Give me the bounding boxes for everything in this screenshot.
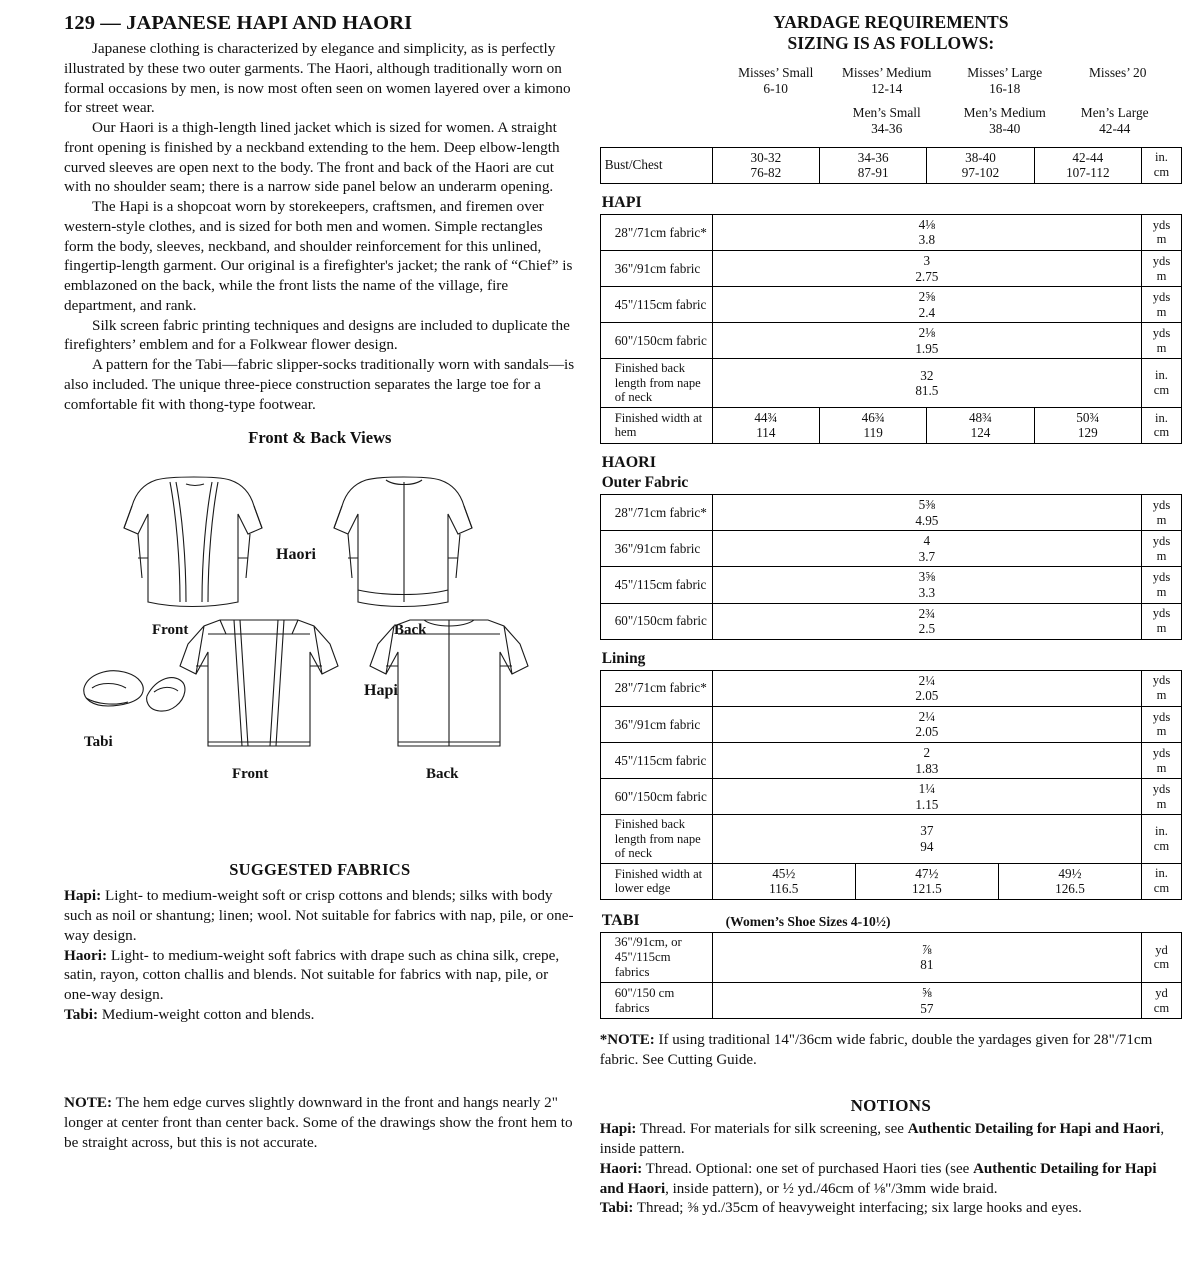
haori-outer-row-1-units: yds m: [1142, 531, 1182, 567]
size-misses-large: Misses’ Large 16-18: [967, 64, 1043, 97]
table-row: [600, 815, 1181, 863]
hapi-row-2-label: 45"/115cm fabric: [600, 287, 712, 323]
hapi-finished-width-label: Finished width at hem: [600, 407, 712, 443]
haori-front-illustration: [114, 462, 274, 622]
hem-note: [64, 1093, 576, 1153]
hapi-row-3-units: yds m: [1142, 323, 1182, 359]
hapi-row-0-units: yds m: [1142, 214, 1182, 250]
table-row: [600, 742, 1181, 778]
haori-outer-row-1-value: 4 3.7: [712, 531, 1141, 567]
table-row: [600, 251, 1181, 287]
hapi-row-2-units: yds m: [1142, 287, 1182, 323]
table-row: [600, 147, 1181, 183]
bust-chest-label: Bust/Chest: [600, 147, 712, 183]
haori-lining-row-3-label: 60"/150cm fabric: [600, 779, 712, 815]
haori-lining-row-3-value: 1¼ 1.15: [712, 779, 1141, 815]
haori-outer-fabric-heading: Outer Fabric: [601, 474, 689, 492]
size-misses-20: Misses’ 20: [1088, 64, 1147, 80]
hapi-finished-back-units: in. cm: [1142, 359, 1182, 407]
notions-hapi-text: Thread. For materials for silk screening, see: [636, 1121, 908, 1138]
caption-tabi: Tabi: [84, 734, 113, 751]
hapi-finished-width-cell-4: 50¾ 129: [1034, 407, 1141, 443]
haori-lining-row-3-units: yds m: [1142, 779, 1182, 815]
table-row: [600, 706, 1181, 742]
table-row: [600, 779, 1181, 815]
haori-lining-row-1-units: yds m: [1142, 706, 1182, 742]
haori-finished-width-cell-3: 49½ 126.5: [998, 863, 1141, 899]
haori-lining-row-0-units: yds m: [1142, 670, 1182, 706]
haori-lining-row-1-label: 36"/91cm fabric: [600, 706, 712, 742]
fabric-tabi-text: Medium-weight cotton and blends.: [98, 1005, 315, 1023]
haori-outer-row-2-value: 3⅝ 3.3: [712, 567, 1141, 603]
size-mens-medium: Men’s Medium 38-40: [963, 104, 1046, 137]
notions-hapi-label: Hapi:: [599, 1121, 637, 1138]
notions-tabi: [600, 1199, 1182, 1219]
tabi-row-1-label: 60"/150 cm fabrics: [600, 983, 712, 1019]
tabi-row-0-value: ⅞ 81: [712, 932, 1141, 982]
tabi-row-1-units: yd cm: [1142, 983, 1182, 1019]
yardage-heading-line2: SIZING IS AS FOLLOWS:: [787, 33, 995, 54]
fabric-width-note-text: If using traditional 14"/36cm wide fabric, double the yardages given for 28"/71cm fabric. See Cutting Guide.: [599, 1032, 1153, 1068]
haori-finished-width-units: in. cm: [1142, 863, 1182, 899]
notions-haori-tail: , inside pattern), or ½ yd./46cm of ⅛"/3mm wide braid.: [665, 1180, 998, 1197]
hapi-row-1-units: yds m: [1142, 251, 1182, 287]
haori-outer-row-1-label: 36"/91cm fabric: [600, 531, 712, 567]
bust-chest-table: [600, 147, 1182, 184]
bust-chest-cell-4: 42-44 107-112: [1034, 147, 1141, 183]
fabric-haori-text: Light- to medium-weight soft fabrics with drape such as china silk, crepe, satin, rayon, cotton challis and blends. Not suitable for fabrics with nap, pile, or one-way design.: [64, 946, 560, 1003]
bust-chest-units: in. cm: [1142, 147, 1182, 183]
haori-finished-width-cell-1: 45½ 116.5: [712, 863, 855, 899]
notions-haori-text: Thread. Optional: one set of purchased Haori ties (see: [642, 1160, 974, 1177]
haori-outer-row-0-units: yds m: [1142, 495, 1182, 531]
caption-haori-back: Back: [394, 622, 427, 639]
notions-tabi-label: Tabi:: [599, 1200, 634, 1217]
table-row: [600, 495, 1181, 531]
hapi-row-0-label: 28"/71cm fabric*: [600, 214, 712, 250]
haori-outer-row-2-units: yds m: [1142, 567, 1182, 603]
tabi-row-0-units: yd cm: [1142, 932, 1182, 982]
page-title: 129 — JAPANESE HAPI AND HAORI: [64, 12, 413, 34]
hapi-row-1-value: 3 2.75: [712, 251, 1141, 287]
haori-outer-row-3-label: 60"/150cm fabric: [600, 603, 712, 639]
haori-lining-row-0-label: 28"/71cm fabric*: [600, 670, 712, 706]
size-mens-large: Men’s Large 42-44: [1080, 104, 1149, 137]
hapi-finished-back-label: Finished back length from nape of neck: [600, 359, 712, 407]
size-misses-medium: Misses’ Medium 12-14: [842, 64, 932, 97]
haori-finished-back-value: 37 94: [712, 815, 1141, 863]
hapi-row-3-label: 60"/150cm fabric: [600, 323, 712, 359]
haori-lining-row-1-value: 2¼ 2.05: [712, 706, 1141, 742]
haori-finished-back-units: in. cm: [1142, 815, 1182, 863]
hapi-yardage-table: [600, 214, 1182, 408]
fabric-haori-label: Haori:: [64, 946, 108, 964]
haori-finished-back-label: Finished back length from nape of neck: [600, 815, 712, 863]
table-row: [600, 567, 1181, 603]
hapi-row-0-value: 4⅛ 3.8: [712, 214, 1141, 250]
table-row: [600, 214, 1181, 250]
fabric-tabi: [64, 1005, 576, 1025]
haori-outer-table: [600, 494, 1182, 640]
garment-illustrations: [64, 454, 576, 854]
tabi-section-heading-row: [602, 912, 1182, 930]
hem-note-text: The hem edge curves slightly downward in the front and hangs nearly 2" longer at center front than center back. Some of the drawings show the front hem to be straight across, but this is not accurate.: [64, 1093, 573, 1151]
hapi-front-illustration: [174, 604, 344, 764]
haori-section-heading: HAORI: [601, 454, 656, 472]
yardage-heading: [600, 12, 1182, 55]
haori-lining-heading: Lining: [601, 649, 646, 667]
haori-finished-width-table: [600, 863, 1182, 900]
tabi-row-0-label: 36"/91cm, or 45"/115cm fabrics: [600, 932, 712, 982]
table-row: [600, 359, 1181, 407]
table-row: [600, 407, 1181, 443]
bust-chest-cell-2: 34-36 87-91: [820, 147, 927, 183]
notions-hapi-bold: Authentic Detailing for Hapi and Haori: [907, 1121, 1161, 1138]
intro-paragraph-3: The Hapi is a shopcoat worn by storekeepers, craftsmen, and firemen over western-style clothes, and is sized for both men and women. Simple rectangles form the body, sleeves, neckband, and shoulder reinforcement for this unlined, fingertip-length garment. Our original is a firefighter's jacket; the rank of “Chief” is emblazoned on the back, while the front lists the name of the village, fire department, and rank.: [64, 198, 573, 314]
hapi-finished-back-value: 32 81.5: [712, 359, 1141, 407]
views-heading: Front & Back Views: [248, 428, 392, 448]
table-row: [600, 531, 1181, 567]
suggested-fabrics-heading: SUGGESTED FABRICS: [229, 860, 411, 880]
fabric-haori: [64, 946, 576, 1005]
notions-tabi-text: Thread; ⅜ yd./35cm of heavyweight interfacing; six large hooks and eyes.: [633, 1200, 1082, 1217]
intro-paragraph-1: Japanese clothing is characterized by elegance and simplicity, as is perfectly illustrated by these two outer garments. The Haori, although traditionally worn on formal occasions by men, is now most often seen on women layered over a kimono for street wear.: [64, 40, 571, 117]
notions-haori-bold: Authentic Detailing for Hapi and Haori: [599, 1160, 1157, 1197]
table-row: [600, 287, 1181, 323]
hapi-finished-width-units: in. cm: [1142, 407, 1182, 443]
intro-paragraph-2: Our Haori is a thigh-length lined jacket which is sized for women. A straight front opening is finished by a neckband extending to the hem. Deep elbow-length curved sleeves are open next to the body. The front and back of the Haori are cut with no shoulder seam; there is a narrow side panel below an underarm opening.: [64, 119, 560, 196]
right-column: [592, 10, 1186, 1266]
size-misses-small: Misses’ Small 6-10: [738, 64, 814, 97]
intro-paragraph-4: Silk screen fabric printing techniques and designs are included to duplicate the firefighters’ emblem and for a Folkwear flower design.: [64, 316, 570, 354]
haori-lining-row-2-value: 2 1.83: [712, 742, 1141, 778]
haori-lining-table: [600, 670, 1182, 864]
fabric-hapi: [64, 886, 576, 945]
fabric-width-note-label: *NOTE:: [599, 1032, 655, 1049]
table-row: [600, 983, 1181, 1019]
fabric-width-note: [600, 1031, 1182, 1070]
caption-hapi-front: Front: [232, 766, 269, 783]
tabi-row-1-value: ⅝ 57: [712, 983, 1141, 1019]
hapi-row-1-label: 36"/91cm fabric: [600, 251, 712, 287]
notions-hapi: [600, 1120, 1182, 1160]
haori-finished-width-cell-2: 47½ 121.5: [855, 863, 998, 899]
caption-hapi: Hapi: [364, 682, 398, 700]
fabric-tabi-label: Tabi:: [64, 1005, 99, 1023]
bust-chest-cell-3: 38-40 97-102: [927, 147, 1034, 183]
caption-haori-front: Front: [152, 622, 189, 639]
size-mens-small: Men’s Small 34-36: [852, 104, 921, 137]
size-header-block: [600, 65, 1182, 145]
intro-paragraph-5: A pattern for the Tabi—fabric slipper-socks traditionally worn with sandals—is also included. The unique three-piece construction separates the large toe for a comfortable fit with thong-type footwear.: [64, 356, 575, 413]
hapi-finished-width-cell-1: 44¾ 114: [712, 407, 819, 443]
haori-outer-row-0-label: 28"/71cm fabric*: [600, 495, 712, 531]
haori-lining-row-2-label: 45"/115cm fabric: [600, 742, 712, 778]
yardage-heading-line1: YARDAGE REQUIREMENTS: [773, 12, 1009, 32]
bust-chest-cell-1: 30-32 76-82: [712, 147, 819, 183]
tabi-section-heading: TABI: [601, 911, 640, 929]
haori-outer-row-3-units: yds m: [1142, 603, 1182, 639]
table-row: [600, 603, 1181, 639]
table-row: [600, 863, 1181, 899]
haori-outer-row-3-value: 2¾ 2.5: [712, 603, 1141, 639]
hapi-finished-width-cell-2: 46¾ 119: [820, 407, 927, 443]
fabric-hapi-text: Light- to medium-weight soft or crisp cottons and blends; silks with body such as noil or shantung; linen; wool. Not suitable for fabrics with nap, pile, or one-way design.: [64, 887, 574, 944]
haori-finished-width-label: Finished width at lower edge: [600, 863, 712, 899]
table-row: [600, 932, 1181, 982]
haori-outer-row-2-label: 45"/115cm fabric: [600, 567, 712, 603]
hapi-row-2-value: 2⅝ 2.4: [712, 287, 1141, 323]
left-column: [14, 10, 584, 1266]
caption-hapi-back: Back: [426, 766, 459, 783]
notions-hapi-tail: , inside pattern.: [599, 1121, 1165, 1158]
fabric-hapi-label: Hapi:: [64, 887, 102, 905]
hapi-finished-width-table: [600, 407, 1182, 444]
haori-lining-row-2-units: yds m: [1142, 742, 1182, 778]
tabi-shoe-sizes: (Women’s Shoe Sizes 4-10½): [725, 913, 891, 929]
hem-note-label: NOTE:: [64, 1093, 113, 1111]
notions-heading: NOTIONS: [850, 1096, 932, 1116]
hapi-finished-width-cell-3: 48¾ 124: [927, 407, 1034, 443]
haori-back-illustration: [324, 462, 484, 622]
hapi-section-heading: HAPI: [601, 193, 642, 211]
haori-outer-row-0-value: 5⅜ 4.95: [712, 495, 1141, 531]
table-row: [600, 670, 1181, 706]
tabi-table: [600, 932, 1182, 1019]
caption-haori: Haori: [276, 546, 316, 564]
table-row: [600, 323, 1181, 359]
hapi-row-3-value: 2⅛ 1.95: [712, 323, 1141, 359]
notions-haori: [600, 1160, 1182, 1200]
haori-lining-row-0-value: 2¼ 2.05: [712, 670, 1141, 706]
notions-haori-label: Haori:: [599, 1160, 643, 1177]
